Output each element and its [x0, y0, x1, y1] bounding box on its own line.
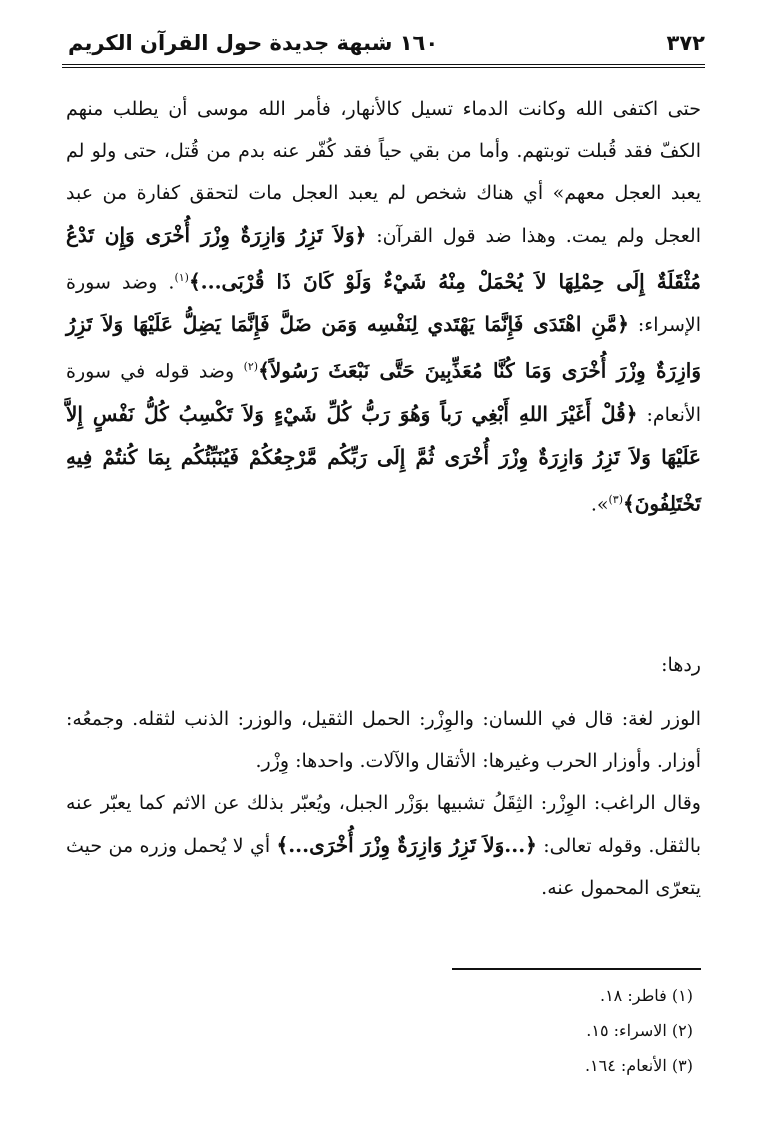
paragraph-1-text-c: وضد قوله في سورة الأنعام: [66, 360, 701, 426]
paragraph-1-text-a: حتى اكتفى الله وكانت الدماء تسيل كالأنهار، فأمر الله موسى أن يطلب منهم الكفّ فقد قُبلت توبتهم. وأما من بقي حياً فقد كُفّر عنه بدم من قُتل، حتى ولو لم يعبد العجل معهم» أي هناك شخص لم يعبد العجل مات لتحقق كفارة من عبد العجل ولم يمت. وهذا ضد قول القرآن: [66, 98, 701, 247]
footnote-3: (٣) الأنعام: ١٦٤. [584, 1056, 693, 1075]
rebuttal-text-block [66, 698, 701, 909]
quran-verse-4: ﴿...وَلاَ تَزِرُ وَازِرَةٌ وِزْرَ أُخْرَى...﴾ [276, 833, 537, 857]
footnote-ref-3: (٣) [608, 492, 623, 506]
footnote-2: (٢) الاسراء: ١٥. [586, 1021, 693, 1040]
footnote-divider [452, 968, 701, 970]
footnote-ref-1: (١) [174, 271, 189, 284]
quran-verse-3: ﴿قُلْ أَغَيْرَ اللهِ أَبْغِي رَباً وَهُوَ رَبُّ كُلِّ شَيْءٍ وَلاَ تَكْسِبُ كُلُّ نَفْسٍ إِلاَّ عَلَيْهَا وَلاَ تَزِرُ وَازِرَةٌ وِزْرَ أُخْرَى ثُمَّ إِلَى رَبِّكُم مَّرْجِعُكُمْ فَيُنَبِّئُكُم بِمَا كُنتُمْ فِيهِ تَخْتَلِفُونَ﴾ [66, 401, 701, 515]
paragraph-1 [66, 88, 701, 525]
running-title: ١٦٠ شبهة جديدة حول القرآن الكريم [68, 31, 439, 55]
paragraph-1-end: ». [590, 492, 609, 515]
footnotes [585, 978, 693, 1083]
paragraph-1-text-b: . وضد سورة الإسراء: [66, 271, 702, 337]
paragraph-3-text-b: أي لا يُحمل وزره من حيث يتعرّى المحمول عنه. [66, 835, 701, 899]
paragraph-3-text-a: وقال الراغب: الوِزْر: الثِقَلُ تشبيها بوَزْر الجبل، ويُعبّر بذلك عن الاثم كما يعبّر عنه بالثقل. وقوله تعالى: [66, 792, 702, 857]
quran-verse-1: ﴿وَلاَ تَزِرُ وَازِرَةٌ وِزْرَ أُخْرَى وَإِن تَدْعُ مُثْقَلَةٌ إِلَى حِمْلِهَا لاَ يُحْمَلْ مِنْهُ شَيْءٌ وَلَوْ كَانَ ذَا قُرْبَى...﴾ [66, 223, 702, 294]
section-heading: ردها: [661, 654, 701, 676]
quran-verse-2: ﴿مَّنِ اهْتَدَى فَإِنَّمَا يَهْتَدي لِنَفْسِه وَمَن ضَلَّ فَإِنَّمَا يَضِلُّ عَلَيْهَا وَلاَ تَزِرُ وَازِرَةٌ وِزْرَ أُخْرَى وَمَا كُنَّا مُعَذِّبِينَ حَتَّى نَبْعَثَ رَسُولاً﴾ [66, 312, 701, 383]
header-rule [62, 64, 705, 68]
paragraph-2: الوزر لغة: قال في اللسان: والوِزْر: الحمل الثقيل، والوزر: الذنب لثقله. وجمعُه: أوزار. وأوزار الحرب وغيرها: الأثقال والآلات. واحدها: وِزْر. [66, 708, 701, 772]
page-number: ٣٧٢ [666, 31, 705, 55]
footnote-1: (١) فاطر: ١٨. [599, 986, 693, 1005]
running-header [68, 26, 705, 60]
footnote-ref-2: (٢) [243, 360, 259, 374]
paragraph-3 [66, 782, 701, 909]
main-text-block [66, 88, 701, 525]
